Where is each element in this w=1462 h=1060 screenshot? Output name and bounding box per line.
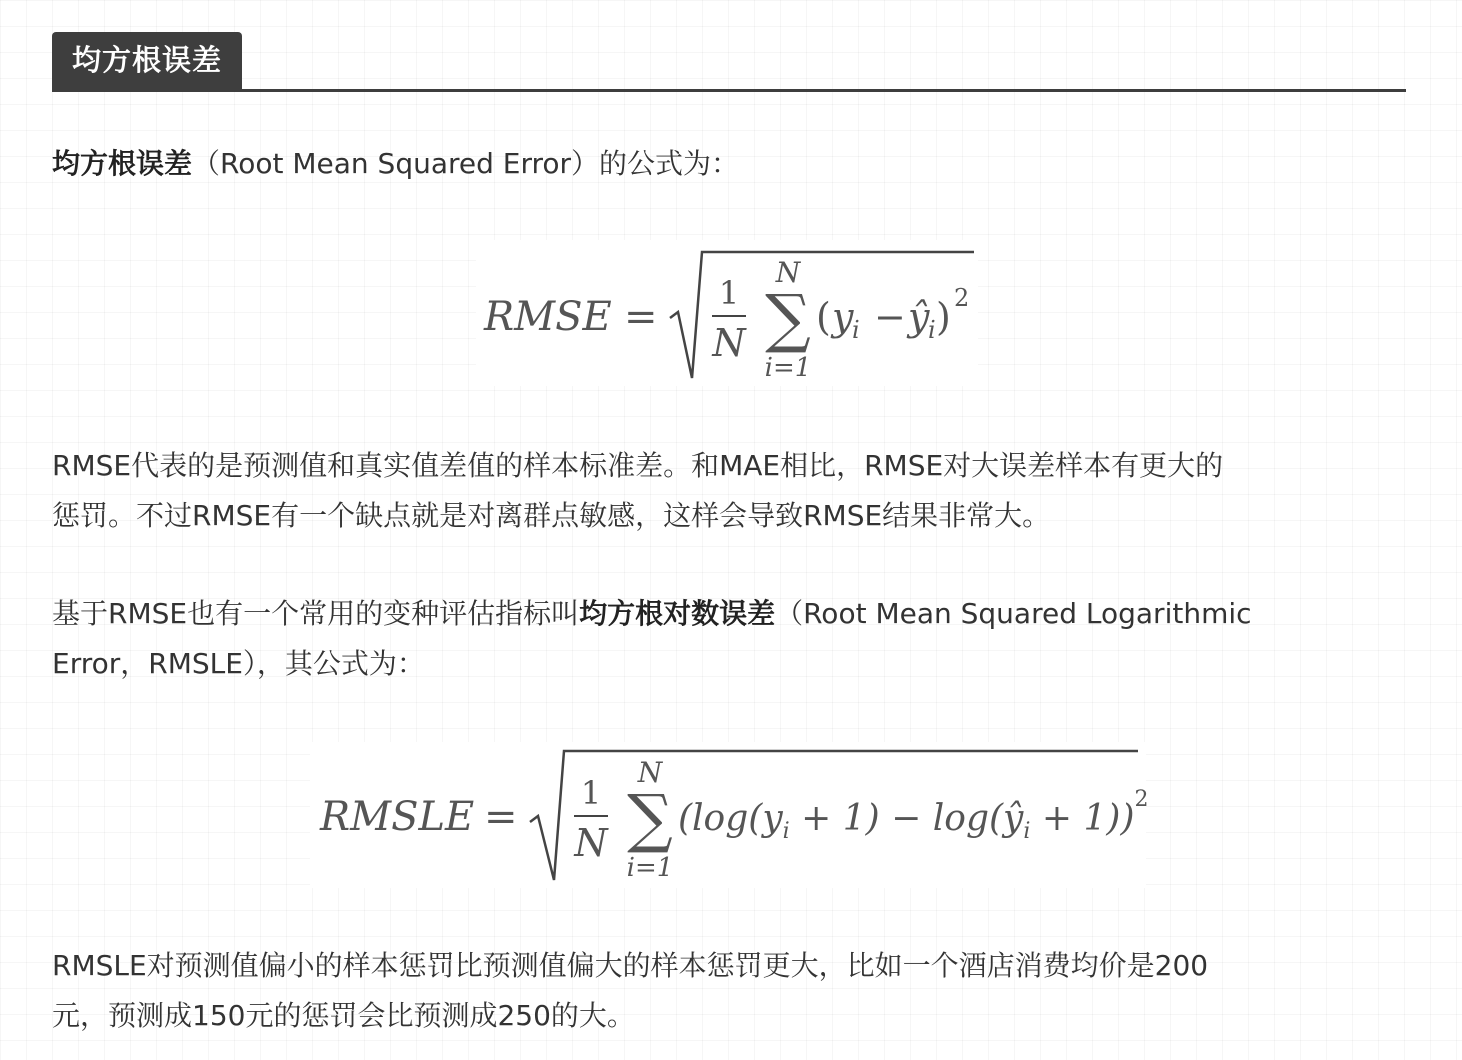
rmsle-frac-den: N	[574, 821, 608, 865]
rmse-desc-line2: 惩罚。不过RMSE有一个缺点就是对离群点敏感，这样会导致RMSE结果非常大。	[52, 499, 1051, 532]
rmsle-part1: (log(y	[678, 798, 783, 839]
rmsle-intro-line2: Error，RMSLE），其公式为：	[52, 647, 425, 680]
rmsle-sum-symbol: ∑	[627, 782, 673, 856]
rmse-desc-line1: RMSE代表的是预测值和真实值差值的样本标准差。和MAE相比，RMSE对大误差样本有更大的	[52, 449, 1224, 482]
rmse-intro-text: （Root Mean Squared Error）的公式为：	[192, 147, 740, 180]
rmse-intro-paragraph	[52, 139, 1408, 189]
rmsle-part3: + 1))	[1030, 798, 1135, 839]
rmse-sum-upper: N	[775, 256, 801, 289]
rmse-formula	[476, 240, 978, 386]
rmsle-expression	[678, 787, 1148, 844]
rmsle-desc-line1: RMSLE对预测值偏小的样本惩罚比预测值偏大的样本惩罚更大，比如一个酒店消费均价是200	[52, 949, 1209, 982]
rmse-sum-lower: i=1	[764, 353, 812, 383]
rmse-equals: =	[624, 294, 658, 340]
rmse-term-yhat: ŷ	[908, 295, 930, 339]
rmsle-sub2: i	[1023, 819, 1031, 844]
rmsle-intro-paragraph	[52, 589, 1408, 689]
rmse-term-close: )	[936, 295, 951, 339]
rmse-lhs: RMSE	[484, 294, 612, 340]
rmse-frac-den: N	[712, 321, 746, 365]
rmsle-exp: 2	[1134, 787, 1149, 812]
rmse-term-exp: 2	[954, 284, 970, 312]
section-heading-title: 均方根误差	[52, 32, 242, 89]
rmsle-intro-pre: 基于RMSE也有一个常用的变种评估指标叫	[52, 597, 580, 630]
rmsle-frac-num: 1	[580, 774, 602, 812]
section-heading	[52, 32, 1406, 92]
rmsle-formula	[310, 742, 1149, 888]
rmse-description	[52, 441, 1408, 541]
rmse-term-sub2: i	[928, 316, 936, 344]
rmsle-sum-upper: N	[637, 756, 663, 789]
rmse-formula-graphic	[476, 240, 978, 386]
rmse-term-open: (	[816, 295, 831, 339]
rmse-term: 均方根误差	[52, 147, 193, 180]
rmse-frac-num: 1	[718, 274, 740, 312]
rmsle-term: 均方根对数误差	[579, 597, 776, 630]
rmsle-part2: + 1) − log(ŷ	[789, 798, 1024, 839]
rmse-term-y: y	[832, 295, 854, 339]
rmse-sum-symbol: ∑	[765, 282, 811, 356]
rmsle-formula-graphic	[310, 742, 1149, 888]
rmsle-desc-line2: 元，预测成150元的惩罚会比预测成250的大。	[52, 999, 635, 1032]
rmse-term-sub1: i	[852, 316, 860, 344]
rmse-term-minus: −	[874, 295, 906, 339]
rmsle-equals: =	[484, 794, 518, 840]
rmsle-description	[52, 941, 1408, 1041]
rmsle-sub1: i	[782, 819, 790, 844]
rmsle-lhs: RMSLE	[320, 794, 475, 840]
rmsle-intro-rest: （Root Mean Squared Logarithmic	[775, 597, 1252, 630]
rmsle-sum-lower: i=1	[626, 853, 674, 883]
